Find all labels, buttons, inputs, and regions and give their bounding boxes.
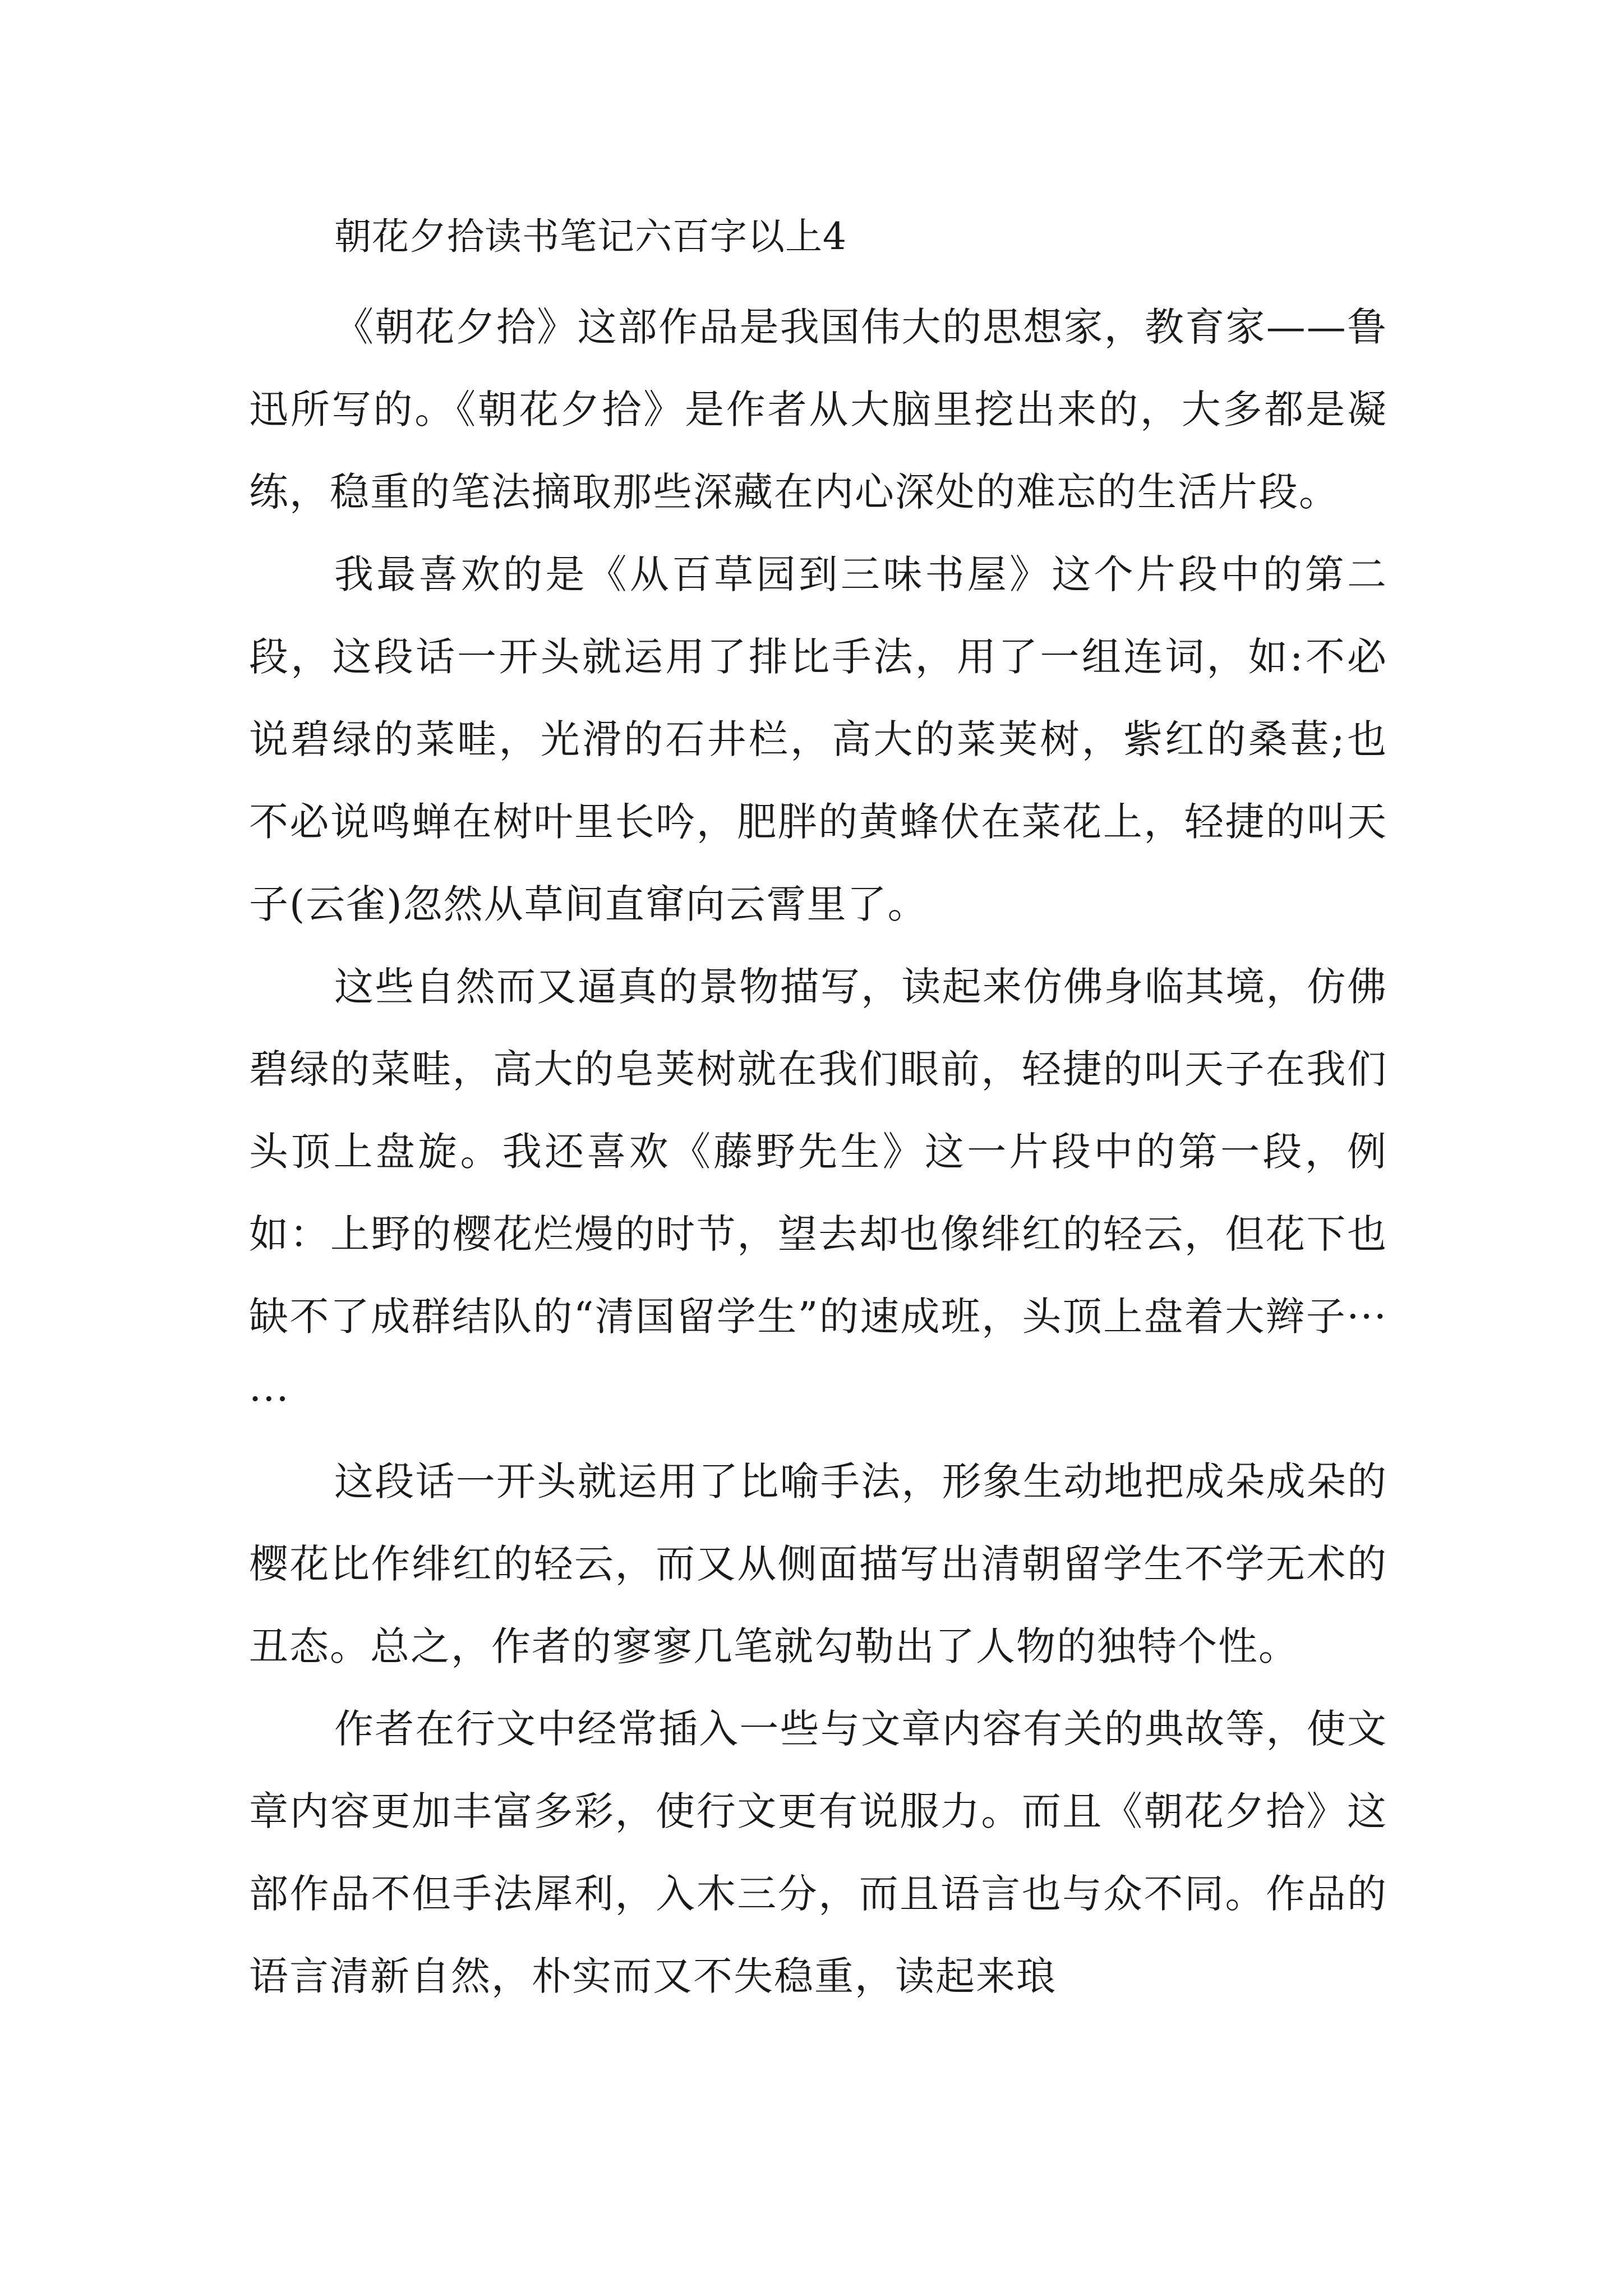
document-body xyxy=(249,286,1387,2018)
paragraph-baicaoyuan: 我最喜欢的是《从百草园到三味书屋》这个片段中的第二段，这段话一开头就运用了排比手法，用了一组连词，如:不必说碧绿的菜畦，光滑的石井栏，高大的菜荚树，紫红的桑葚;也不必说鸣蝉在树叶里长吟，肥胖的黄蜂伏在菜花上，轻捷的叫天子(云雀)忽然从草间直窜向云霄里了。 xyxy=(249,551,1387,927)
paragraph-tengye: 这些自然而又逼真的景物描写，读起来仿佛身临其境，仿佛碧绿的菜畦，高大的皂荚树就在我们眼前，轻捷的叫天子在我们头顶上盘旋。我还喜欢《藤野先生》这一片段中的第一段，例如：上野的樱花烂熳的时节，望去却也像绯红的轻云，但花下也缺不了成群结队的“清国留学生”的速成班，头顶上盘着大辫子······ xyxy=(249,964,1387,1422)
document-title: 朝花夕拾读书笔记六百字以上4 xyxy=(334,215,847,258)
paragraph-language: 作者在行文中经常插入一些与文章内容有关的典故等，使文章内容更加丰富多彩，使行文更有说服力。而且《朝花夕拾》这部作品不但手法犀利，入木三分，而且语言也与众不同。作品的语言清新自然，朴实而又不失稳重，读起来琅 xyxy=(249,1706,1387,1999)
paragraph-intro: 《朝花夕拾》这部作品是我国伟大的思想家，教育家——鲁迅所写的。《朝花夕拾》是作者从大脑里挖出来的，大多都是凝练，稳重的笔法摘取那些深藏在内心深处的难忘的生活片段。 xyxy=(249,304,1387,515)
paragraph-metaphor: 这段话一开头就运用了比喻手法，形象生动地把成朵成朵的樱花比作绯红的轻云，而又从侧面描写出清朝留学生不学无术的丑态。总之，作者的寥寥几笔就勾勒出了人物的独特个性。 xyxy=(249,1458,1387,1669)
